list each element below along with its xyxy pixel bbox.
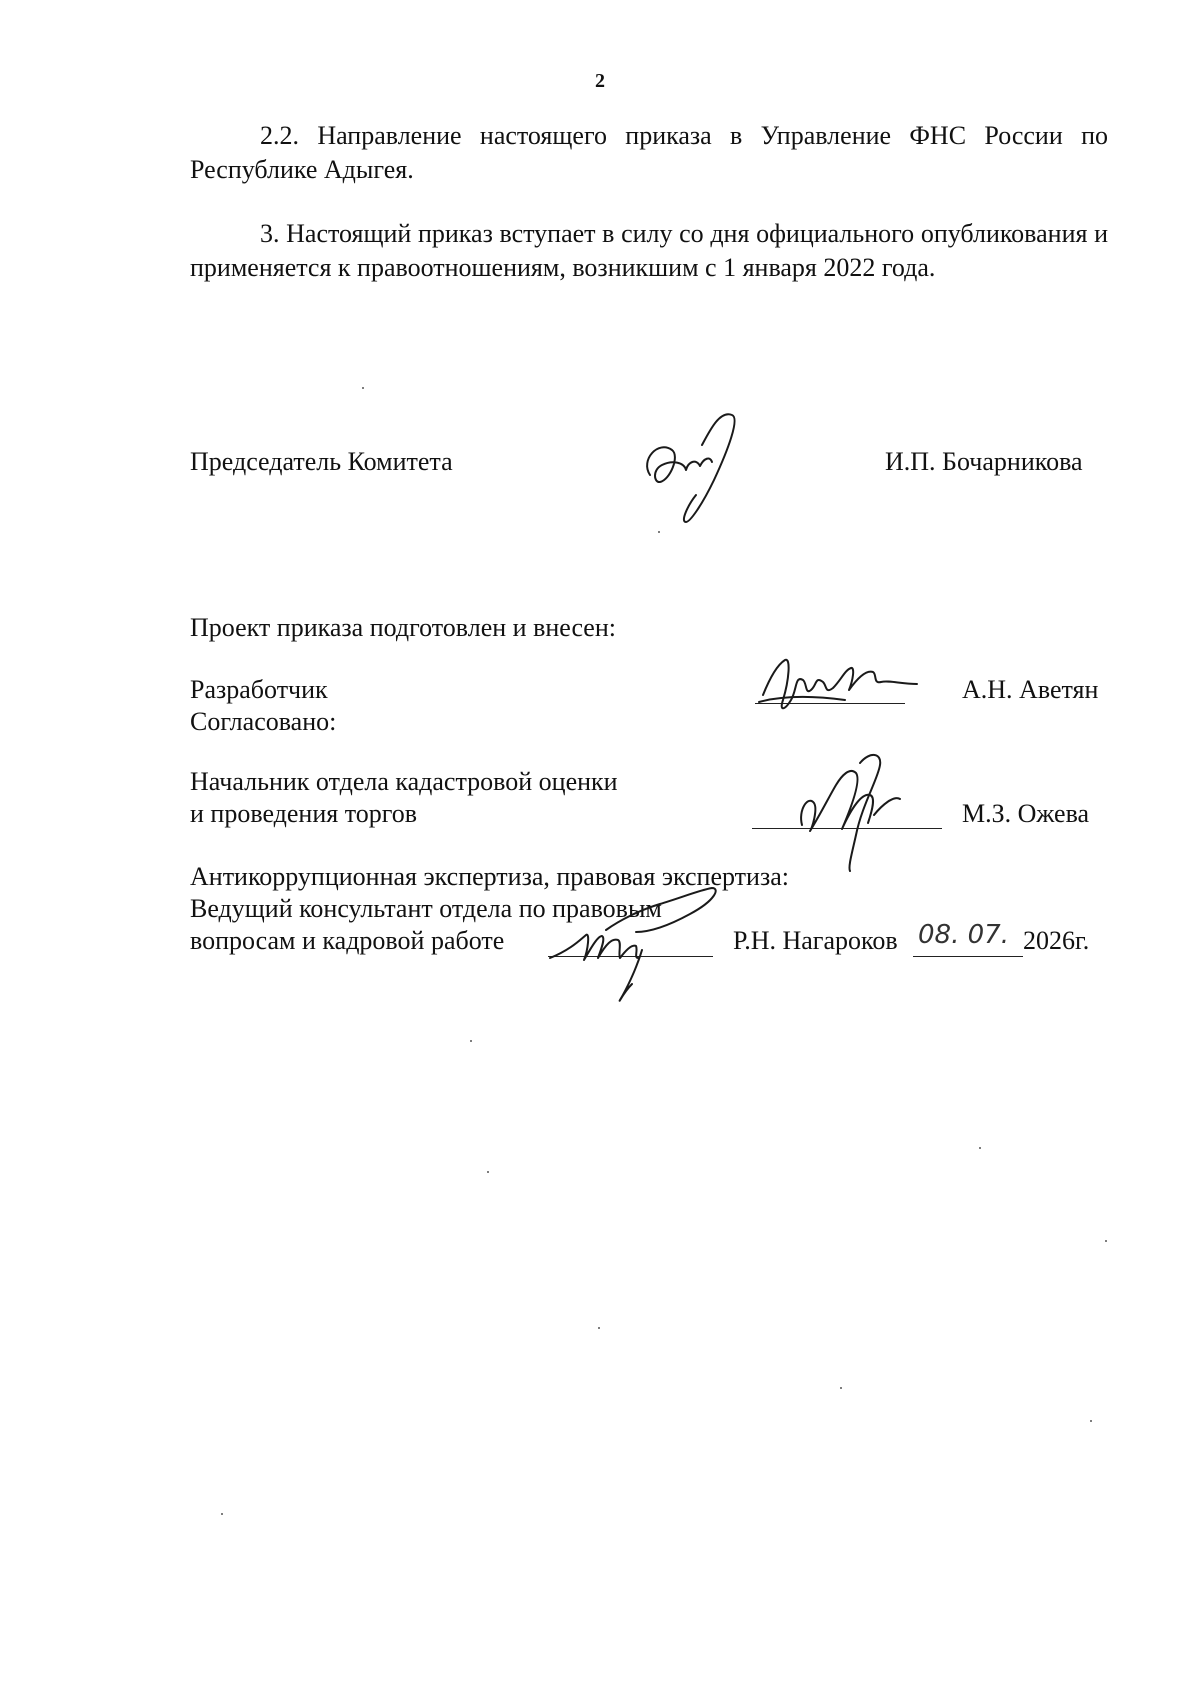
page-number: 2 bbox=[595, 70, 605, 92]
head-name: М.З. Ожева bbox=[962, 799, 1090, 828]
prepared-heading: Проект приказа подготовлен и внесен: bbox=[190, 613, 616, 642]
agreed-label: Согласовано: bbox=[190, 707, 337, 736]
expertise-label: Антикоррупционная экспертиза, правовая экспертиза: bbox=[190, 862, 789, 891]
chairman-signature bbox=[640, 410, 750, 530]
paragraph-2-2: 2.2. Направление настоящего приказа в Управление ФНС России по Республике Адыгея. bbox=[190, 121, 1108, 184]
head-signature bbox=[790, 745, 920, 875]
scan-speck bbox=[1090, 1420, 1092, 1422]
developer-name: А.Н. Аветян bbox=[962, 675, 1099, 704]
scan-speck bbox=[598, 1327, 600, 1329]
scan-speck bbox=[362, 387, 364, 389]
scan-speck bbox=[840, 1387, 842, 1389]
date-line bbox=[913, 956, 1023, 957]
scan-speck bbox=[487, 1171, 489, 1173]
head-role-line2: и проведения торгов bbox=[190, 799, 418, 828]
handwritten-date: 08. 07. bbox=[918, 920, 1009, 950]
scan-speck bbox=[979, 1147, 981, 1149]
head-role-line1: Начальник отдела кадастровой оценки bbox=[190, 767, 618, 796]
consultant-name: Р.Н. Нагароков bbox=[733, 926, 898, 955]
developer-role: Разработчик bbox=[190, 675, 328, 704]
consultant-signature bbox=[540, 880, 750, 1005]
scan-speck bbox=[470, 1040, 472, 1042]
scan-speck bbox=[221, 1513, 223, 1515]
chairman-title: Председатель Комитета bbox=[190, 447, 453, 476]
date-year: 2026г. bbox=[1023, 926, 1090, 955]
consultant-line2: вопросам и кадровой работе bbox=[190, 926, 505, 955]
scan-speck bbox=[658, 531, 660, 533]
consultant-line1: Ведущий консультант отдела по правовым bbox=[190, 894, 662, 923]
developer-signature bbox=[755, 640, 925, 720]
paragraph-3: 3. Настоящий приказ вступает в силу со дня официального опубликования и применяется к правоотношениям, возникшим с 1 января 2022 года. bbox=[190, 219, 1108, 282]
chairman-name: И.П. Бочарникова bbox=[885, 447, 1083, 476]
scan-speck bbox=[1105, 1240, 1107, 1242]
